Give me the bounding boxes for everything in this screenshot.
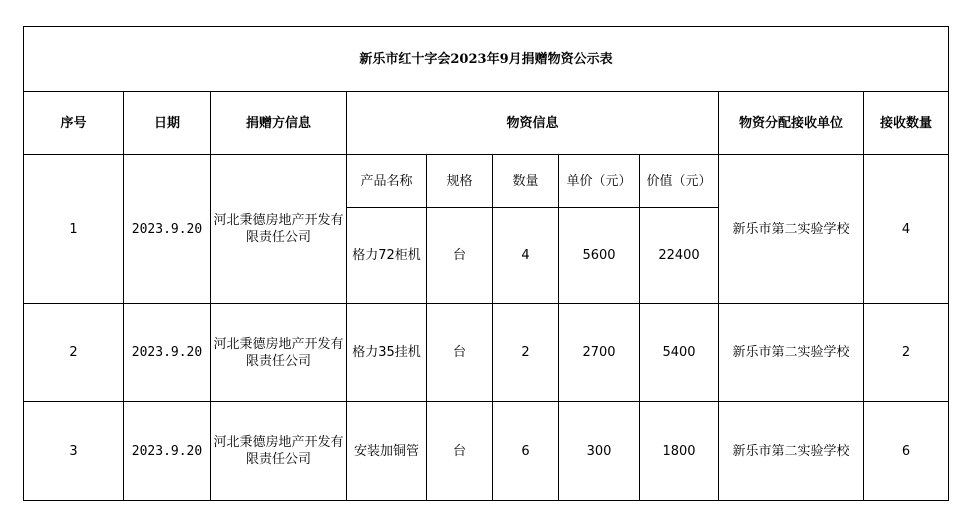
cell-product: 安装加铜管: [347, 402, 427, 501]
header-date: 日期: [124, 92, 211, 155]
cell-value: 1800: [640, 402, 719, 501]
cell-value: 22400: [640, 208, 719, 304]
cell-donor: 河北秉德房地产开发有限责任公司: [211, 304, 347, 402]
title-row: [24, 27, 949, 92]
subheader-value: 价值（元）: [640, 155, 719, 208]
header-row: [24, 92, 949, 155]
cell-product: 格力35挂机: [347, 304, 427, 402]
table-row: [24, 402, 949, 501]
table-row: [24, 304, 949, 402]
cell-spec: 台: [427, 208, 493, 304]
cell-date: 2023.9.20: [124, 155, 211, 304]
cell-recipient: 新乐市第二实验学校: [719, 155, 864, 304]
header-qty-received: 接收数量: [864, 92, 949, 155]
cell-product: 格力72柜机: [347, 208, 427, 304]
cell-unit-price: 300: [559, 402, 640, 501]
subheader-quantity: 数量: [493, 155, 559, 208]
cell-donor: 河北秉德房地产开发有限责任公司: [211, 155, 347, 304]
header-donor: 捐赠方信息: [211, 92, 347, 155]
cell-seq: 1: [24, 155, 124, 304]
subheader-product: 产品名称: [347, 155, 427, 208]
cell-date: 2023.9.20: [124, 304, 211, 402]
cell-quantity: 4: [493, 208, 559, 304]
cell-quantity: 6: [493, 402, 559, 501]
cell-date: 2023.9.20: [124, 402, 211, 501]
table-title: 新乐市红十字会2023年9月捐赠物资公示表: [24, 27, 949, 92]
cell-donor: 河北秉德房地产开发有限责任公司: [211, 402, 347, 501]
cell-quantity: 2: [493, 304, 559, 402]
cell-recipient: 新乐市第二实验学校: [719, 304, 864, 402]
cell-spec: 台: [427, 304, 493, 402]
cell-recipient: 新乐市第二实验学校: [719, 402, 864, 501]
cell-spec: 台: [427, 402, 493, 501]
cell-qty-received: 6: [864, 402, 949, 501]
cell-unit-price: 2700: [559, 304, 640, 402]
subheader-row: [24, 155, 949, 208]
cell-qty-received: 2: [864, 304, 949, 402]
cell-value: 5400: [640, 304, 719, 402]
donation-table: [23, 26, 949, 501]
subheader-spec: 规格: [427, 155, 493, 208]
subheader-unit-price: 单价（元）: [559, 155, 640, 208]
header-recipient: 物资分配接收单位: [719, 92, 864, 155]
header-seq: 序号: [24, 92, 124, 155]
cell-unit-price: 5600: [559, 208, 640, 304]
cell-qty-received: 4: [864, 155, 949, 304]
header-goods: 物资信息: [347, 92, 719, 155]
cell-seq: 2: [24, 304, 124, 402]
cell-seq: 3: [24, 402, 124, 501]
